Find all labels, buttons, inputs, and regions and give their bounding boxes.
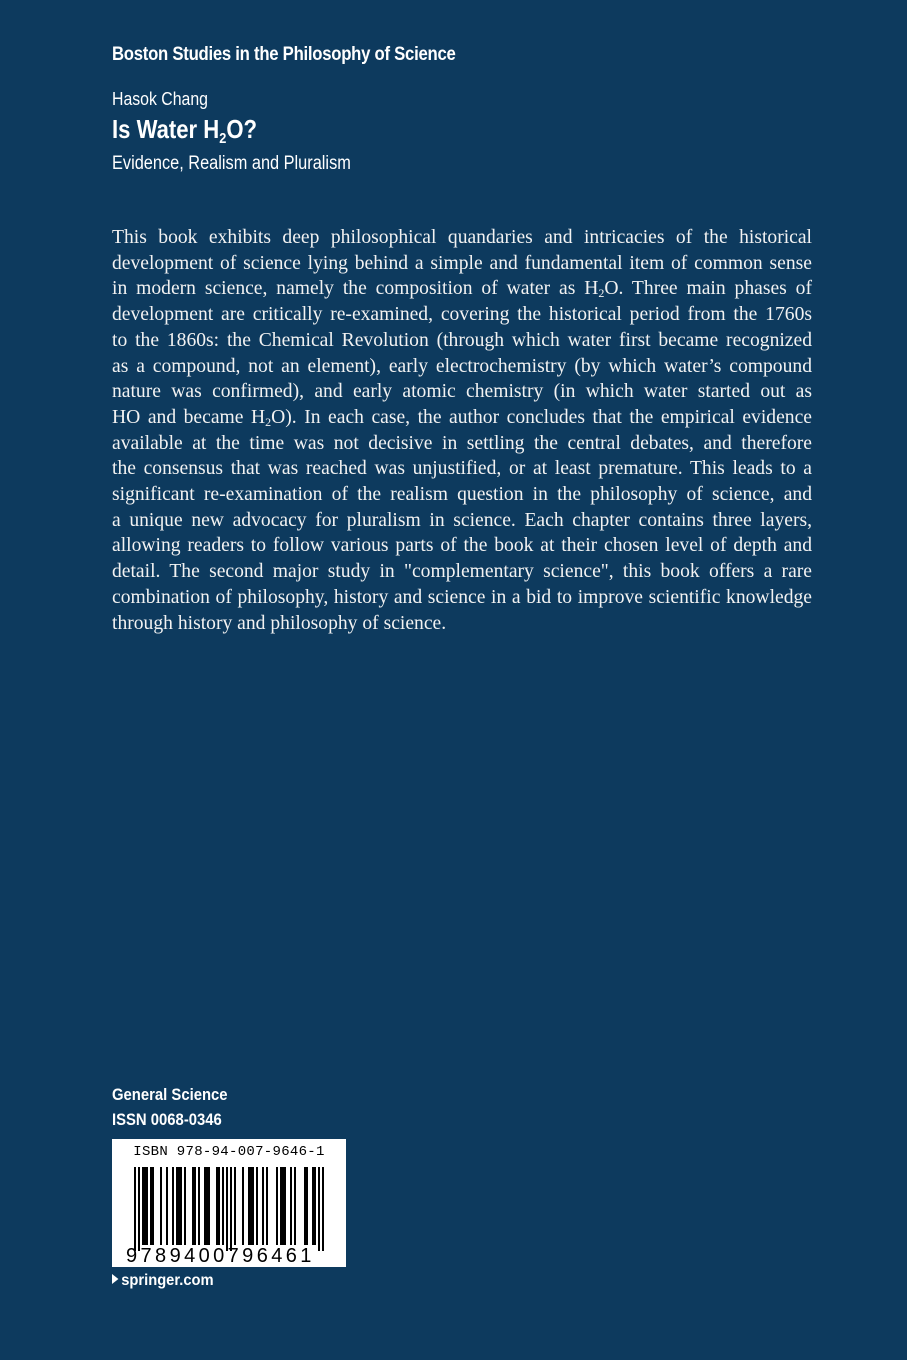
barcode-bar bbox=[282, 1167, 284, 1245]
line-text: This book exhibits deep philosophical quandaries and intricacies of the historical bbox=[112, 227, 812, 248]
barcode-bar bbox=[222, 1167, 224, 1245]
barcode-bar bbox=[304, 1167, 306, 1245]
barcode-bar bbox=[152, 1167, 154, 1245]
barcode-bar bbox=[172, 1167, 174, 1245]
subscript: 2 bbox=[265, 414, 272, 429]
barcode-bar bbox=[160, 1167, 162, 1245]
isbn-label: ISBN 978-94-007-9646-1 bbox=[133, 1144, 325, 1160]
barcode-bar bbox=[266, 1167, 268, 1245]
line-text: HO and became H bbox=[112, 406, 266, 428]
description-line bbox=[112, 354, 812, 380]
barcode-bar bbox=[318, 1167, 320, 1251]
author-name: Hasok Chang bbox=[112, 89, 208, 109]
barcode-bar bbox=[184, 1167, 186, 1245]
description-line bbox=[112, 225, 812, 251]
barcode-bar bbox=[256, 1167, 258, 1245]
subscript: 2 bbox=[598, 286, 605, 301]
barcode-bar bbox=[294, 1167, 296, 1245]
title-part-main: Is Water H bbox=[112, 114, 220, 144]
book-description bbox=[112, 225, 812, 636]
barcode-bar bbox=[216, 1167, 218, 1245]
line-text: available at the time was not decisive in settling the central debates, and therefore bbox=[112, 432, 812, 454]
publisher-label: springer.com bbox=[121, 1272, 214, 1289]
barcode-bar bbox=[144, 1167, 146, 1245]
barcode-bar bbox=[192, 1167, 194, 1245]
description-line bbox=[112, 431, 812, 457]
barcode-bar bbox=[138, 1167, 140, 1251]
barcode-bar bbox=[194, 1167, 196, 1245]
description-line bbox=[112, 585, 812, 611]
barcode-bar bbox=[226, 1167, 228, 1251]
barcode-bar bbox=[284, 1167, 286, 1245]
line-text: combination of philosophy, history and science in a bid to improve scientific knowledge bbox=[112, 586, 812, 608]
barcode-bar bbox=[314, 1167, 316, 1245]
barcode-bar bbox=[312, 1167, 314, 1245]
description-line bbox=[112, 559, 812, 585]
description-line bbox=[112, 456, 812, 482]
line-text: significant re-examination of the realism question in the philosophy of science, and bbox=[112, 484, 812, 506]
barcode-bar bbox=[234, 1167, 236, 1245]
barcode-bar bbox=[248, 1167, 250, 1245]
isbn-barcode bbox=[112, 1139, 346, 1267]
line-text: development are critically re-examined, covering the historical period from the 1760s bbox=[112, 304, 812, 326]
description-line bbox=[112, 276, 812, 302]
line-text: detail. The second major study in "complementary science", this book offers a rare bbox=[112, 561, 812, 583]
line-text: in modern science, namely the composition of water as H bbox=[112, 278, 599, 300]
barcode-bar bbox=[180, 1167, 182, 1245]
description-line bbox=[112, 482, 812, 508]
barcode-bar bbox=[206, 1167, 208, 1245]
line-text: the consensus that was reached was unjustified, or at least premature. This leads to a bbox=[112, 458, 812, 480]
description-line bbox=[112, 251, 812, 277]
barcode-bar bbox=[142, 1167, 144, 1245]
line-text: as a compound, not an element), early electrochemistry (by which water’s compound bbox=[112, 355, 812, 377]
barcode-bar bbox=[242, 1167, 244, 1245]
barcode-bar bbox=[146, 1167, 148, 1245]
book-subtitle: Evidence, Realism and Pluralism bbox=[112, 153, 351, 174]
barcode-bar bbox=[290, 1167, 292, 1245]
book-title bbox=[112, 114, 257, 147]
publisher-link[interactable] bbox=[112, 1272, 214, 1290]
subject-category: General Science bbox=[112, 1086, 228, 1104]
line-text: O). In each case, the author concludes that the empirical evidence bbox=[271, 406, 812, 428]
barcode-bar bbox=[178, 1167, 180, 1245]
description-line bbox=[112, 328, 812, 354]
barcode-bar bbox=[230, 1167, 232, 1251]
description-line bbox=[112, 405, 812, 431]
line-text: development of science lying behind a simple and fundamental item of common sense bbox=[112, 252, 812, 274]
line-text: a unique new advocacy for pluralism in science. Each chapter contains three layers, bbox=[112, 509, 812, 531]
description-line bbox=[112, 611, 812, 637]
barcode-bar bbox=[322, 1167, 324, 1251]
line-text: through history and philosophy of science. bbox=[112, 612, 447, 634]
barcode-bar bbox=[250, 1167, 252, 1245]
barcode-bar bbox=[204, 1167, 206, 1245]
barcode-bar bbox=[198, 1167, 200, 1245]
barcode-bar bbox=[280, 1167, 282, 1245]
line-text: allowing readers to follow various parts of the book at their chosen level of depth and bbox=[112, 535, 812, 557]
issn-number: ISSN 0068-0346 bbox=[112, 1111, 222, 1129]
barcode-bar bbox=[306, 1167, 308, 1245]
barcode-bar bbox=[176, 1167, 178, 1245]
barcode-bar bbox=[262, 1167, 264, 1245]
line-text: nature was confirmed), and early atomic chemistry (in which water started out as bbox=[112, 381, 812, 403]
barcode-bar bbox=[276, 1167, 278, 1245]
arrow-right-icon bbox=[112, 1274, 118, 1284]
line-text: O. Three main phases of bbox=[604, 278, 812, 300]
ean-digits: 9789400796461 bbox=[126, 1245, 315, 1267]
description-line bbox=[112, 302, 812, 328]
barcode-bar bbox=[208, 1167, 210, 1245]
description-line bbox=[112, 508, 812, 534]
barcode-bar bbox=[150, 1167, 152, 1245]
line-text: to the 1860s: the Chemical Revolution (through which water first became recognized bbox=[112, 329, 812, 351]
barcode-bar bbox=[218, 1167, 220, 1245]
barcode-bar bbox=[252, 1167, 254, 1245]
series-title: Boston Studies in the Philosophy of Science bbox=[112, 44, 456, 65]
title-subscript: 2 bbox=[219, 130, 227, 147]
title-part-end: O? bbox=[226, 114, 258, 144]
barcode-bar bbox=[134, 1167, 136, 1251]
description-line bbox=[112, 533, 812, 559]
barcode-bar bbox=[166, 1167, 168, 1245]
description-line bbox=[112, 379, 812, 405]
